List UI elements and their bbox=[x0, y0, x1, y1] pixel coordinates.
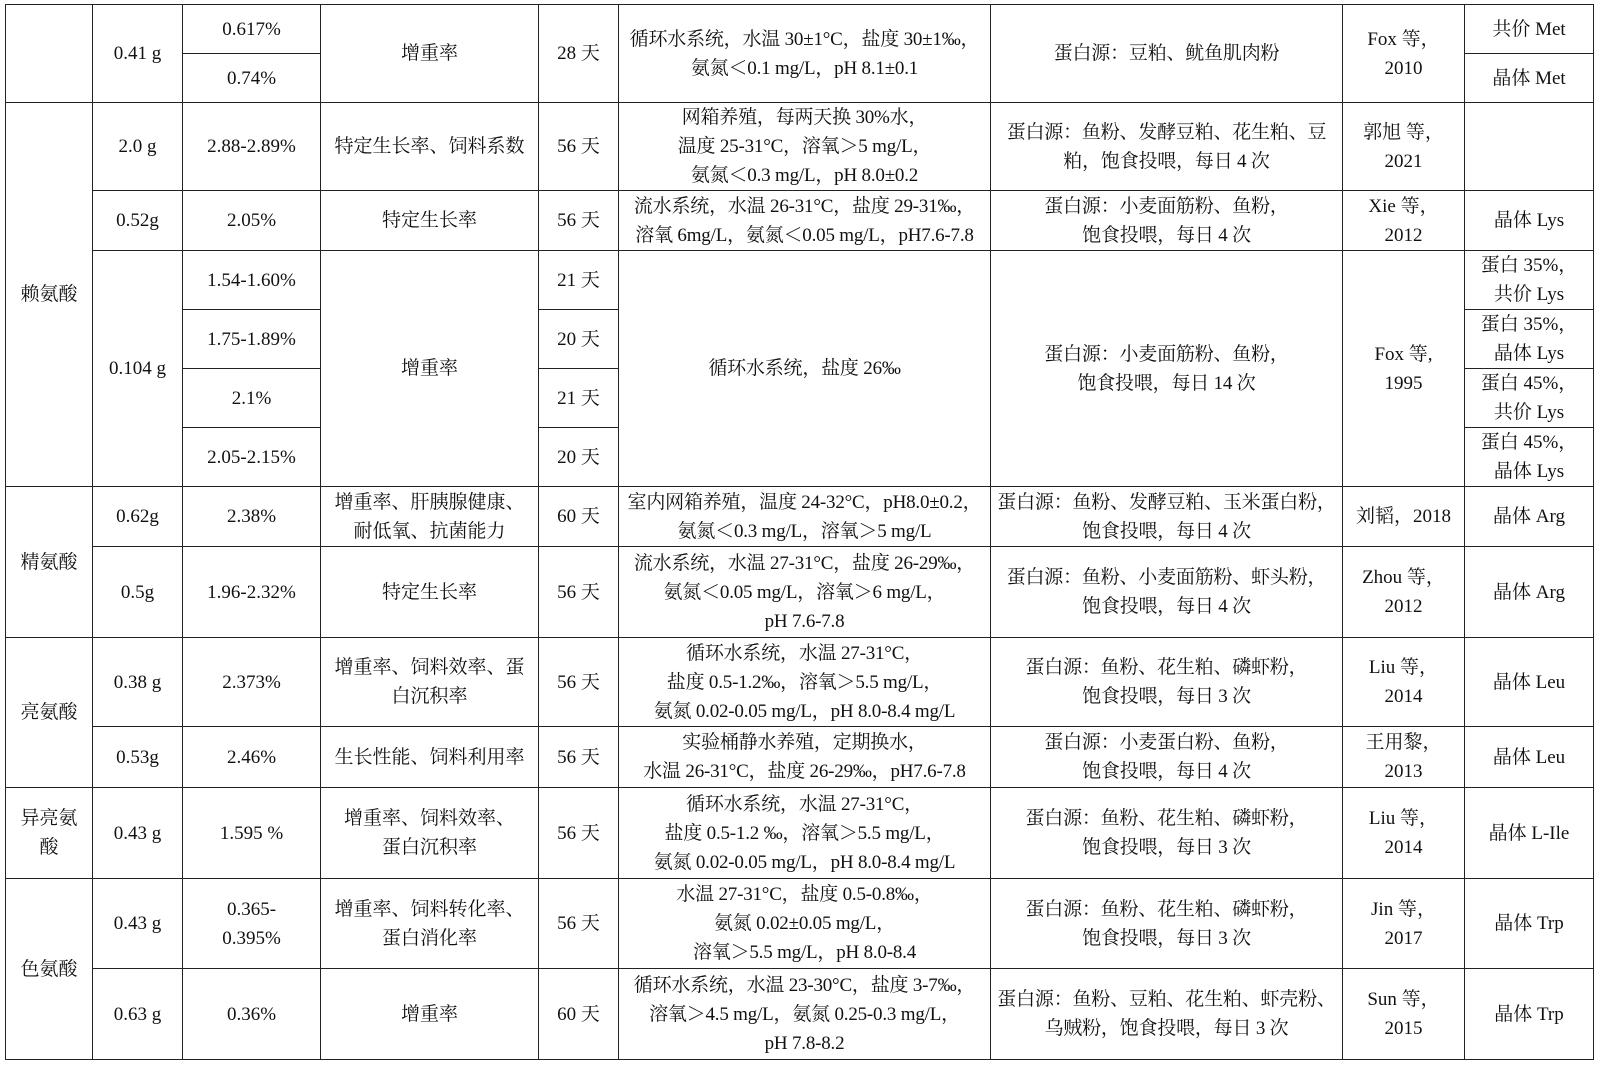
conditions-cell: 循环水系统，水温 27-31°C， 盐度 0.5-1.2‰，溶氧＞5.5 mg/L， 氨氮 0.02-0.05 mg/L，pH 8.0-8.4 mg/L bbox=[619, 638, 991, 727]
reference-cell: 刘韬，2018 bbox=[1343, 487, 1465, 547]
shrimp-size-cell: 0.41 g bbox=[93, 5, 183, 103]
protein-source-cell: 蛋白源：鱼粉、花生粕、磷虾粉， 饱食投喂，每日 3 次 bbox=[991, 638, 1343, 727]
shrimp-size-cell: 0.43 g bbox=[93, 879, 183, 969]
protein-source-cell: 蛋白源：鱼粉、豆粕、花生粕、虾壳粉、 乌贼粉，饱食投喂，每日 3 次 bbox=[991, 969, 1343, 1060]
table-row bbox=[6, 251, 1594, 310]
conditions-cell: 流水系统，水温 26-31°C，盐度 29-31‰， 溶氧 6mg/L，氨氮＜0.05 mg/L，pH7.6-7.8 bbox=[619, 191, 991, 251]
reference-cell: Liu 等， 2014 bbox=[1343, 638, 1465, 727]
requirement-level-cell: 2.38% bbox=[183, 487, 321, 547]
conditions-cell: 循环水系统，盐度 26‰ bbox=[619, 251, 991, 487]
duration-cell: 56 天 bbox=[539, 191, 619, 251]
evaluation-index-cell: 增重率 bbox=[321, 251, 539, 487]
reference-cell: Fox 等， 2010 bbox=[1343, 5, 1465, 103]
requirement-level-cell: 2.373% bbox=[183, 638, 321, 727]
evaluation-index-cell: 增重率 bbox=[321, 969, 539, 1060]
requirement-level-cell: 2.1% bbox=[183, 369, 321, 428]
duration-cell: 60 天 bbox=[539, 487, 619, 547]
shrimp-size-cell: 2.0 g bbox=[93, 103, 183, 191]
requirement-level-cell: 1.75-1.89% bbox=[183, 310, 321, 369]
reference-cell: Liu 等， 2014 bbox=[1343, 788, 1465, 879]
amino-acid-cell bbox=[6, 5, 93, 103]
evaluation-index-cell: 增重率、饲料转化率、 蛋白消化率 bbox=[321, 879, 539, 969]
protein-source-cell: 蛋白源：鱼粉、发酵豆粕、玉米蛋白粉， 饱食投喂，每日 4 次 bbox=[991, 487, 1343, 547]
table-row bbox=[6, 879, 1594, 969]
duration-cell: 20 天 bbox=[539, 310, 619, 369]
duration-cell: 56 天 bbox=[539, 727, 619, 788]
note-cell: 晶体 Trp bbox=[1465, 879, 1594, 969]
note-cell: 晶体 Leu bbox=[1465, 727, 1594, 788]
protein-source-cell: 蛋白源：鱼粉、小麦面筋粉、虾头粉， 饱食投喂，每日 4 次 bbox=[991, 547, 1343, 638]
table-row bbox=[6, 487, 1594, 547]
note-cell: 晶体 Arg bbox=[1465, 487, 1594, 547]
requirement-level-cell: 1.96-2.32% bbox=[183, 547, 321, 638]
duration-cell: 56 天 bbox=[539, 788, 619, 879]
duration-cell: 56 天 bbox=[539, 879, 619, 969]
requirement-level-cell: 1.54-1.60% bbox=[183, 251, 321, 310]
protein-source-cell: 蛋白源：小麦面筋粉、鱼粉， 饱食投喂，每日 4 次 bbox=[991, 191, 1343, 251]
evaluation-index-cell: 增重率、肝胰腺健康、 耐低氧、抗菌能力 bbox=[321, 487, 539, 547]
conditions-cell: 水温 27-31°C，盐度 0.5-0.8‰， 氨氮 0.02±0.05 mg/L， 溶氧＞5.5 mg/L，pH 8.0-8.4 bbox=[619, 879, 991, 969]
amino-acid-cell: 亮氨酸 bbox=[6, 638, 93, 788]
duration-cell: 60 天 bbox=[539, 969, 619, 1060]
shrimp-size-cell: 0.63 g bbox=[93, 969, 183, 1060]
note-cell: 晶体 Arg bbox=[1465, 547, 1594, 638]
protein-source-cell: 蛋白源：鱼粉、花生粕、磷虾粉， 饱食投喂，每日 3 次 bbox=[991, 879, 1343, 969]
note-cell: 晶体 Trp bbox=[1465, 969, 1594, 1060]
requirement-level-cell: 2.05% bbox=[183, 191, 321, 251]
requirement-level-cell: 2.46% bbox=[183, 727, 321, 788]
table-row bbox=[6, 5, 1594, 54]
shrimp-size-cell: 0.38 g bbox=[93, 638, 183, 727]
conditions-cell: 流水系统，水温 27-31°C，盐度 26-29‰， 氨氮＜0.05 mg/L，溶氧＞6 mg/L， pH 7.6-7.8 bbox=[619, 547, 991, 638]
evaluation-index-cell: 增重率、饲料效率、 蛋白沉积率 bbox=[321, 788, 539, 879]
requirement-level-cell: 2.05-2.15% bbox=[183, 428, 321, 487]
table-row bbox=[6, 638, 1594, 727]
evaluation-index-cell: 特定生长率 bbox=[321, 547, 539, 638]
reference-cell: Xie 等， 2012 bbox=[1343, 191, 1465, 251]
note-cell: 共价 Met bbox=[1465, 5, 1594, 54]
reference-cell: Jin 等， 2017 bbox=[1343, 879, 1465, 969]
evaluation-index-cell: 增重率 bbox=[321, 5, 539, 103]
table-row bbox=[6, 103, 1594, 191]
evaluation-index-cell: 生长性能、饲料利用率 bbox=[321, 727, 539, 788]
requirement-level-cell: 0.74% bbox=[183, 54, 321, 103]
table-row bbox=[6, 727, 1594, 788]
amino-acid-cell: 异亮氨 酸 bbox=[6, 788, 93, 879]
reference-cell: Fox 等, 1995 bbox=[1343, 251, 1465, 487]
conditions-cell: 循环水系统，水温 23-30°C，盐度 3-7‰， 溶氧＞4.5 mg/L，氨氮 0.25-0.3 mg/L， pH 7.8-8.2 bbox=[619, 969, 991, 1060]
duration-cell: 28 天 bbox=[539, 5, 619, 103]
evaluation-index-cell: 增重率、饲料效率、蛋 白沉积率 bbox=[321, 638, 539, 727]
amino-acid-requirement-table bbox=[5, 4, 1594, 1060]
note-cell: 蛋白 35%， 晶体 Lys bbox=[1465, 310, 1594, 369]
requirement-level-cell: 2.88-2.89% bbox=[183, 103, 321, 191]
reference-cell: 郭旭 等， 2021 bbox=[1343, 103, 1465, 191]
duration-cell: 21 天 bbox=[539, 369, 619, 428]
duration-cell: 56 天 bbox=[539, 638, 619, 727]
reference-cell: Sun 等， 2015 bbox=[1343, 969, 1465, 1060]
note-cell: 晶体 Lys bbox=[1465, 191, 1594, 251]
evaluation-index-cell: 特定生长率、饲料系数 bbox=[321, 103, 539, 191]
shrimp-size-cell: 0.104 g bbox=[93, 251, 183, 487]
shrimp-size-cell: 0.52g bbox=[93, 191, 183, 251]
note-cell: 蛋白 45%， 晶体 Lys bbox=[1465, 428, 1594, 487]
note-cell: 晶体 Met bbox=[1465, 54, 1594, 103]
reference-cell: Zhou 等， 2012 bbox=[1343, 547, 1465, 638]
table-row bbox=[6, 969, 1594, 1060]
table-row bbox=[6, 547, 1594, 638]
protein-source-cell: 蛋白源：鱼粉、花生粕、磷虾粉， 饱食投喂，每日 3 次 bbox=[991, 788, 1343, 879]
duration-cell: 21 天 bbox=[539, 251, 619, 310]
note-cell: 蛋白 45%， 共价 Lys bbox=[1465, 369, 1594, 428]
note-cell: 晶体 Leu bbox=[1465, 638, 1594, 727]
duration-cell: 20 天 bbox=[539, 428, 619, 487]
conditions-cell: 实验桶静水养殖，定期换水， 水温 26-31°C，盐度 26-29‰，pH7.6-7.8 bbox=[619, 727, 991, 788]
table-row bbox=[6, 191, 1594, 251]
shrimp-size-cell: 0.62g bbox=[93, 487, 183, 547]
protein-source-cell: 蛋白源：鱼粉、发酵豆粕、花生粕、豆 粕，饱食投喂，每日 4 次 bbox=[991, 103, 1343, 191]
requirement-level-cell: 0.365- 0.395% bbox=[183, 879, 321, 969]
shrimp-size-cell: 0.53g bbox=[93, 727, 183, 788]
reference-cell: 王用黎， 2013 bbox=[1343, 727, 1465, 788]
conditions-cell: 网箱养殖，每两天换 30%水， 温度 25-31°C，溶氧＞5 mg/L， 氨氮＜0.3 mg/L，pH 8.0±0.2 bbox=[619, 103, 991, 191]
note-cell: 蛋白 35%， 共价 Lys bbox=[1465, 251, 1594, 310]
note-cell: 晶体 L-Ile bbox=[1465, 788, 1594, 879]
conditions-cell: 循环水系统，水温 27-31°C， 盐度 0.5-1.2 ‰，溶氧＞5.5 mg/L， 氨氮 0.02-0.05 mg/L，pH 8.0-8.4 mg/L bbox=[619, 788, 991, 879]
conditions-cell: 室内网箱养殖，温度 24-32°C，pH8.0±0.2， 氨氮＜0.3 mg/L，溶氧＞5 mg/L bbox=[619, 487, 991, 547]
amino-acid-cell: 精氨酸 bbox=[6, 487, 93, 638]
shrimp-size-cell: 0.5g bbox=[93, 547, 183, 638]
protein-source-cell: 蛋白源：小麦蛋白粉、鱼粉， 饱食投喂，每日 4 次 bbox=[991, 727, 1343, 788]
duration-cell: 56 天 bbox=[539, 103, 619, 191]
protein-source-cell: 蛋白源：小麦面筋粉、鱼粉， 饱食投喂，每日 14 次 bbox=[991, 251, 1343, 487]
requirement-level-cell: 0.36% bbox=[183, 969, 321, 1060]
amino-acid-cell: 色氨酸 bbox=[6, 879, 93, 1060]
amino-acid-cell: 赖氨酸 bbox=[6, 103, 93, 487]
requirement-level-cell: 0.617% bbox=[183, 5, 321, 54]
conditions-cell: 循环水系统，水温 30±1°C，盐度 30±1‰， 氨氮＜0.1 mg/L，pH 8.1±0.1 bbox=[619, 5, 991, 103]
table-row bbox=[6, 788, 1594, 879]
requirement-level-cell: 1.595 % bbox=[183, 788, 321, 879]
evaluation-index-cell: 特定生长率 bbox=[321, 191, 539, 251]
note-cell bbox=[1465, 103, 1594, 191]
shrimp-size-cell: 0.43 g bbox=[93, 788, 183, 879]
protein-source-cell: 蛋白源：豆粕、鱿鱼肌肉粉 bbox=[991, 5, 1343, 103]
duration-cell: 56 天 bbox=[539, 547, 619, 638]
